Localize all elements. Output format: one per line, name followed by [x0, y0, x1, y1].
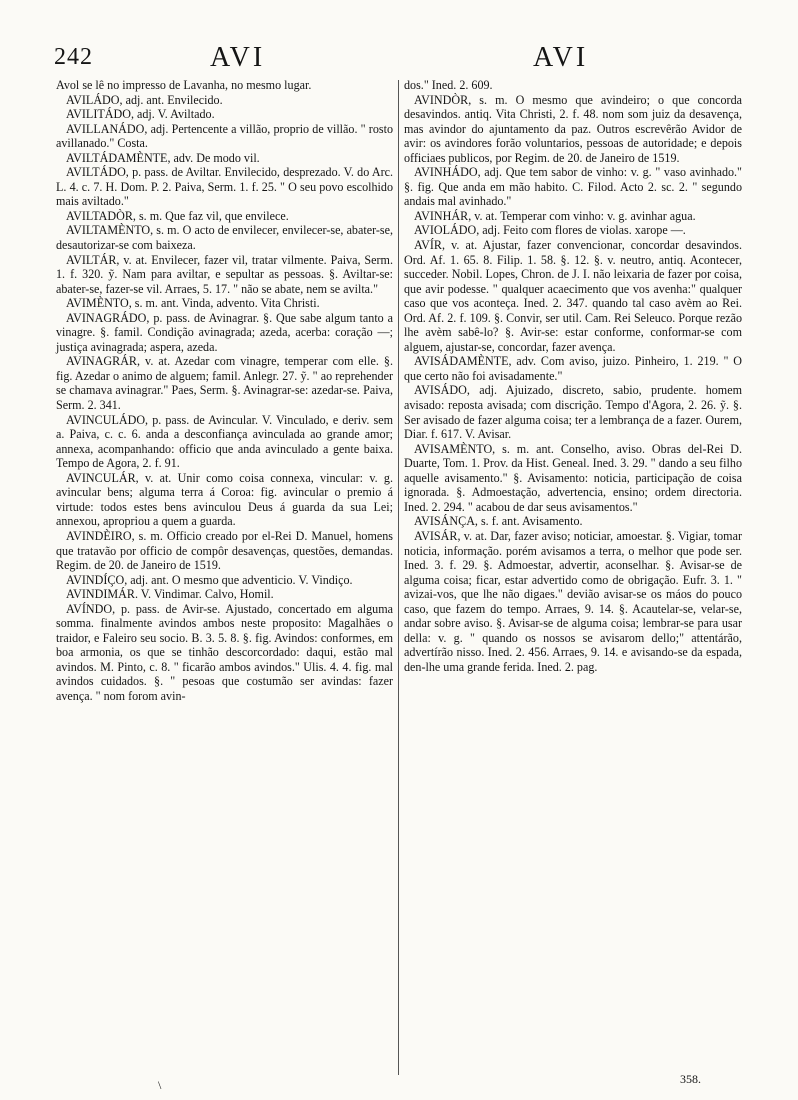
dictionary-entry: AVINCULÁDO, p. pass. de Avincular. V. Vinculado, e deriv. sem a. Paiva, c. c. 6. anda a desconfiança avinculada ao grande amor; annexa, acompanhando: officio que anda avinculado a gente baixa. Tempo de Agora, 2. f. 91. [56, 412, 393, 471]
dictionary-entry: AVINCULÁR, v. at. Unir como coisa connexa, vincular: v. g. avincular bens; alguma terra á Coroa: fig. avincular o premio á virtude: todos estes bens avinculou Deus á guarda da sua Lei; annexou, apropriou a quem a guarda. [56, 470, 393, 529]
dictionary-entry: AVÍR, v. at. Ajustar, fazer convencionar, concordar desavindos. Ord. Af. 1. 65. 8. Filip. 1. 58. §. 12. §. v. neutro, antiq. Acontecer, succeder. Nobil. Lopes, Chron. de J. I. não leixaria de fazer por coisa, que avir podesse. " qualquer acaecimento que vos avenha:" qualquer caso que vos aconteça. Ined. 2. 347. quando tal caso avèm ao Rei. Ord. Af. 2. f. 109. §. Convir, ser util. Cam. Rei Seleuco. Porque rezão lhe avèm sabê-lo? §. Avir-se: estar conforme, conformar-se com alguem, ajustar-se, concordar, fazer avença. [404, 238, 742, 354]
dictionary-entry: AVILLANÁDO, adj. Pertencente a villão, proprio de villão. " rosto avillanado." Costa. [56, 121, 393, 151]
dictionary-entry: AVINAGRÁDO, p. pass. de Avinagrar. §. Que sabe algum tanto a vinagre. §. famil. Condição avinagrada; azeda, acerba: coração —; justiça avinagrada; aspera, azeda. [56, 310, 393, 354]
dictionary-entry: AVINAGRÁR, v. at. Azedar com vinagre, temperar com elle. §. fig. Azedar o animo de alguem; famil. Anlegr. 27. ỹ. " ao reprehender se chamava avinagrar." Paes, Serm. §. Avinagrar-se: azedar-se. Paiva, Serm. 2. 341. [56, 354, 393, 413]
dictionary-entry: AVISÁDO, adj. Ajuizado, discreto, sabio, prudente. homem avisado: reposta avisada; com discrição. Tempo d'Agora, 2. 26. ỹ. §. Ser avisado de fazer alguma coisa; ter a lembrança de a fazer. Ourem, Diar. f. 617. V. Avisar. [404, 383, 742, 442]
page-number: 242 [54, 44, 93, 70]
dictionary-entry: AVILITÁDO, adj. V. Aviltado. [66, 107, 215, 122]
dictionary-entry: AVILTAMÈNTO, s. m. O acto de envilecer, envilecer-se, abater-se, desautorizar-se com baixeza. [56, 223, 393, 253]
dictionary-entry: AVILTÁR, v. at. Envilecer, fazer vil, tratar vilmente. Paiva, Serm. 1. f. 320. ỹ. Nam para aviltar, e sepultar as pessoas. §. Aviltar-se: abater-se, fazer-se vil. Arraes, 5. 17. " não se abate, nem se avilta." [56, 252, 393, 296]
column-divider [398, 80, 399, 1075]
catchword: 358. [680, 1072, 701, 1086]
dictionary-entry: AVINDIMÁR. V. Vindimar. Calvo, Homil. [66, 587, 274, 602]
stray-mark: \ [158, 1078, 162, 1092]
dictionary-entry: AVÍNDO, p. pass. de Avir-se. Ajustado, concertado em alguma somma. finalmente avindos ambos neste proposito: Magalhães o traidor, e Faleiro seu socio. B. 3. 5. 8. §. fig. Avindos: conformes, em boa armonia, os que se tinhão descorcordado: daqui, estão mal avindos. M. Pinto, c. 8. " ficarão ambos avindos." Ulis. 4. 4. fig. mal avindos cuidados. §. " pesoas que costumão ser avindas: fazer avença. " nom forom avin- [56, 601, 393, 703]
dictionary-entry: AVINDÒR, s. m. O mesmo que avindeiro; o que concorda desavindos. antiq. Vita Christi, 2. f. 48. nom som juiz da desavença, mas avindor do ajuntamento da paz. Outros escrevêrão Avidor de avir: os avindores forão voluntarios, pessoas de autoridade; e depois officiaes publicos, por Regim. de 20. de Janeiro de 1519. [404, 92, 742, 165]
dictionary-entry: AVISÁDAMÈNTE, adv. Com aviso, juizo. Pinheiro, 1. 219. " O que certo não foi avisadamente." [404, 354, 742, 383]
dictionary-entry: dos." Ined. 2. 609. [404, 78, 493, 92]
right-column [404, 78, 742, 674]
dictionary-entry: AVILTÁDO, p. pass. de Aviltar. Envilecido, desprezado. V. do Arc. L. 4. c. 7. H. Dom. P. 2. Paiva, Serm. 1. f. 25. " O seu povo escolhido mais aviltado." [56, 165, 393, 209]
running-head-left: AVI [210, 42, 266, 73]
left-column [56, 78, 393, 704]
dictionary-entry: AVIOLÁDO, adj. Feito com flores de violas. xarope —. [414, 223, 686, 238]
dictionary-entry: Avol se lê no impresso de Lavanha, no mesmo lugar. [56, 78, 312, 92]
running-head-right: AVI [533, 42, 589, 73]
dictionary-entry: AVIMÈNTO, s. m. ant. Vinda, advento. Vita Christi. [66, 296, 320, 311]
dictionary-entry: AVINDÈIRO, s. m. Officio creado por el-Rei D. Manuel, homens que tratavão por officio de compôr desavenças, questões, demandas. Regim. de 20. de Janeiro de 1519. [56, 528, 393, 573]
dictionary-entry: AVINHÁDO, adj. Que tem sabor de vinho: v. g. " vaso avinhado." §. fig. Que anda em mão habito. C. Filod. Acto 2. sc. 2. " segundo andais mal avinhado." [404, 165, 742, 209]
dictionary-entry: AVINHÁR, v. at. Temperar com vinho: v. g. avinhar agua. [414, 208, 696, 223]
dictionary-entry: AVINDÍÇO, adj. ant. O mesmo que adventicio. V. Vindiço. [66, 572, 353, 587]
dictionary-entry: AVISÁNÇA, s. f. ant. Avisamento. [414, 514, 583, 529]
dictionary-entry: AVISÁR, v. at. Dar, fazer aviso; noticiar, amoestar. §. Vigiar, tomar noticia, informação. porém avisamos a terra, o melhor que pode ser. Ined. 3. f. 29. §. Admoestar, advertir, aconselhar. §. Avisar-se de alguma coisa; ficar, estar advertido como de obrigação. Eufr. 3. 1. " avizai-vos, que lhe não digaes." devião avisar-se os máos do pouco caso, que fazem do tempo. Arraes, 9. 14. §. Acautelar-se, velar-se, andar sobre aviso. §. Avisar-se de alguma coisa; lembrar-se para usar della: v. g. " quando os nossos se avisarom dello;" attentárão, advertírão nisso. Ined. 2. 456. Arraes, 9. 14. e avisando-se da espada, den-lhe uma grande ferida. Ined. 2. pag. [404, 528, 742, 674]
dictionary-entry: AVILTÁDAMÈNTE, adv. De modo vil. [66, 150, 260, 165]
dictionary-entry: AVILTADÒR, s. m. Que faz vil, que envilece. [66, 208, 289, 223]
dictionary-entry: AVILÁDO, adj. ant. Envilecido. [66, 92, 223, 107]
dictionary-entry: AVISAMÈNTO, s. m. ant. Conselho, aviso. Obras del-Rei D. Duarte, Tom. 1. Prov. da Hist. Geneal. Ined. 3. 29. " dando a seu filho aquelle avisamento." §. Avisamento: noticia, participação de coisa ignorada. §. Admoestação, advertencia, ensino; ordem directoria. Ined. 2. 294. " acabou de dar seus avisamentos." [404, 441, 742, 514]
